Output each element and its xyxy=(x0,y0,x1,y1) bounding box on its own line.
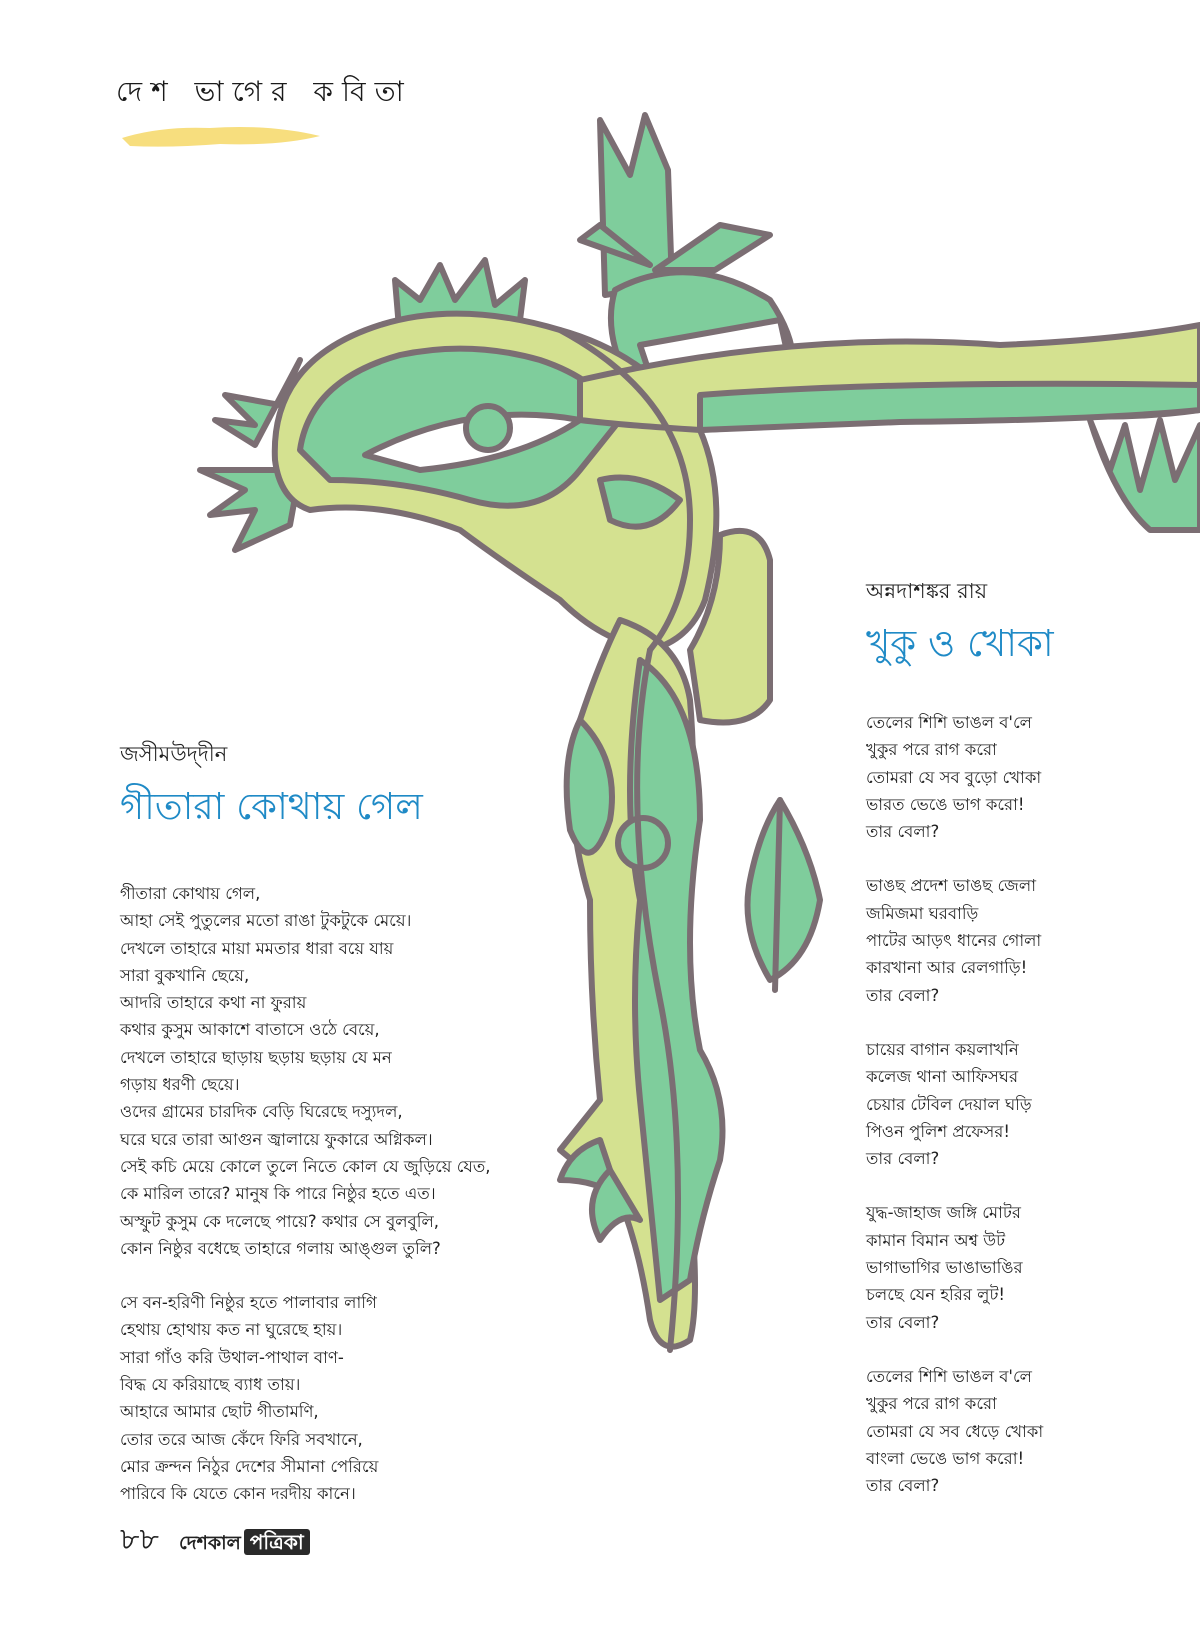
poem-line: দেখলে তাহারে মায়া মমতার ধারা বয়ে যায় xyxy=(120,938,394,958)
poem-line: দেখলে তাহারে ছাড়ায় ছড়ায় ছড়ায় যে মন xyxy=(120,1047,392,1067)
magazine-name-part1: দেশকাল xyxy=(178,1532,241,1554)
poem-line: তার বেলা? xyxy=(866,985,940,1005)
poem-line: চায়ের বাগান কয়লাখনি xyxy=(866,1039,1019,1059)
poem-line: বাংলা ভেঙে ভাগ করো! xyxy=(866,1448,1025,1468)
poem-line: তেলের শিশি ভাঙল ব'লে xyxy=(866,1366,1032,1386)
poem-line: তার বেলা? xyxy=(866,1149,940,1169)
poem-line: কারখানা আর রেলগাড়ি! xyxy=(866,958,1028,978)
page-footer xyxy=(120,1522,310,1557)
poem-stanza xyxy=(866,1363,1054,1499)
poem-stanza xyxy=(120,1289,491,1507)
brush-stroke-icon xyxy=(120,118,325,150)
poem-line: তোর তরে আজ কেঁদে ফিরি সবখানে, xyxy=(120,1429,363,1449)
poem-line: সারা বুকখানি ছেয়ে, xyxy=(120,965,250,985)
poem-line: সেই কচি মেয়ে কোলে তুলে নিতে কোল যে জুড়িয়ে যেত, xyxy=(120,1156,491,1176)
poem-line: চেয়ার টেবিল দেয়াল ঘড়ি xyxy=(866,1094,1032,1114)
poem-line: তার বেলা? xyxy=(866,1476,940,1496)
poem-title: খুকু ও খোকা xyxy=(866,622,1054,665)
poem-line: কামান বিমান অশ্ব উট xyxy=(866,1230,1006,1250)
poem-line: যুদ্ধ-জাহাজ জঙ্গি মোটর xyxy=(866,1203,1021,1223)
poem-line: ভারত ভেঙে ভাগ করো! xyxy=(866,794,1025,814)
poem-line: পারিবে কি যেতে কোন দরদীয় কানে। xyxy=(120,1484,356,1504)
poem-stanza xyxy=(866,709,1054,845)
poem-line: তার বেলা? xyxy=(866,822,940,842)
poem-line: কলেজ থানা আফিসঘর xyxy=(866,1067,1019,1087)
poem-line: বিদ্ধ যে করিয়াছে ব্যাধ তায়। xyxy=(120,1375,301,1395)
poem-line: গীতারা কোথায় গেল, xyxy=(120,884,261,903)
poem-author: জসীমউদ্‌দীন xyxy=(120,742,228,766)
poem-line: ওদের গ্রামের চারদিক বেড়ি ঘিরেছে দস্যুদল, xyxy=(120,1102,403,1122)
poem-line: কোন নিষ্ঠুর বধেছে তাহারে গলায় আঙ্গুল তুলি? xyxy=(120,1238,441,1258)
poem-line: কথার কুসুম আকাশে বাতাসে ওঠে বেয়ে, xyxy=(120,1020,380,1040)
poem-line: গড়ায় ধরণী ছেয়ে। xyxy=(120,1075,240,1095)
poem-line: তার বেলা? xyxy=(866,1312,940,1332)
poem-left xyxy=(120,738,491,1535)
poem-line: কে মারিল তারে? মানুষ কি পারে নিষ্ঠুর হতে এত। xyxy=(120,1184,436,1204)
poem-line: ভাঙছ প্রদেশ ভাঙছ জেলা xyxy=(866,876,1037,896)
poem-line: খুকুর পরে রাগ করো xyxy=(866,1394,997,1414)
poem-line: হেথায় হোথায় কত না ঘুরেছে হায়। xyxy=(120,1320,343,1340)
poem-line: জমিজমা ঘরবাড়ি xyxy=(866,903,979,923)
poem-line: পিওন পুলিশ প্রফেসর! xyxy=(866,1121,1010,1141)
poem-line: তোমরা যে সব ধেড়ে খোকা xyxy=(866,1421,1044,1441)
poem-right xyxy=(866,575,1054,1526)
poem-title: গীতারা কোথায় গেল xyxy=(120,785,423,828)
poem-line: সারা গাঁও করি উথাল-পাথাল বাণ- xyxy=(120,1347,344,1367)
poem-line: ভাগাভাগির ভাঙাভাঙির xyxy=(866,1258,1023,1278)
poem-author: অন্নদাশঙ্কর রায় xyxy=(866,579,988,603)
poem-line: ঘরে ঘরে তারা আগুন জ্বালায়ে ফুকারে অগ্নিকল। xyxy=(120,1129,433,1149)
page-number: ৮৮ xyxy=(120,1522,159,1557)
poem-line: আহারে আমার ছোট গীতামণি, xyxy=(120,1402,319,1422)
poem-line: তোমরা যে সব বুড়ো খোকা xyxy=(866,767,1042,787)
poem-line: আহা সেই পুতুলের মতো রাঙা টুকটুকে মেয়ে। xyxy=(120,911,412,931)
magazine-name-part2: পত্রিকা xyxy=(244,1529,310,1555)
section-title: দেশ ভাগের কবিতা xyxy=(116,75,413,108)
poem-line: তেলের শিশি ভাঙল ব'লে xyxy=(866,713,1032,732)
poem-line: পাটের আড়ৎ ধানের গোলা xyxy=(866,931,1042,951)
poem-stanza xyxy=(866,872,1054,1008)
poem-stanza xyxy=(866,1199,1054,1335)
poem-line: খুকুর পরে রাগ করো xyxy=(866,740,997,760)
poem-line: মোর ক্রন্দন নিঠুর দেশের সীমানা পেরিয়ে xyxy=(120,1456,379,1476)
poem-line: আদরি তাহারে কথা না ফুরায় xyxy=(120,993,307,1013)
poem-line: চলছে যেন হরির লুট! xyxy=(866,1285,1006,1305)
poem-stanza xyxy=(866,1036,1054,1172)
poem-line: সে বন-হরিণী নিষ্ঠুর হতে পালাবার লাগি xyxy=(120,1293,377,1313)
poem-stanza xyxy=(120,880,491,1262)
poem-line: অস্ফুট কুসুম কে দলেছে পায়ে? কথার সে বুলবুলি, xyxy=(120,1211,439,1231)
